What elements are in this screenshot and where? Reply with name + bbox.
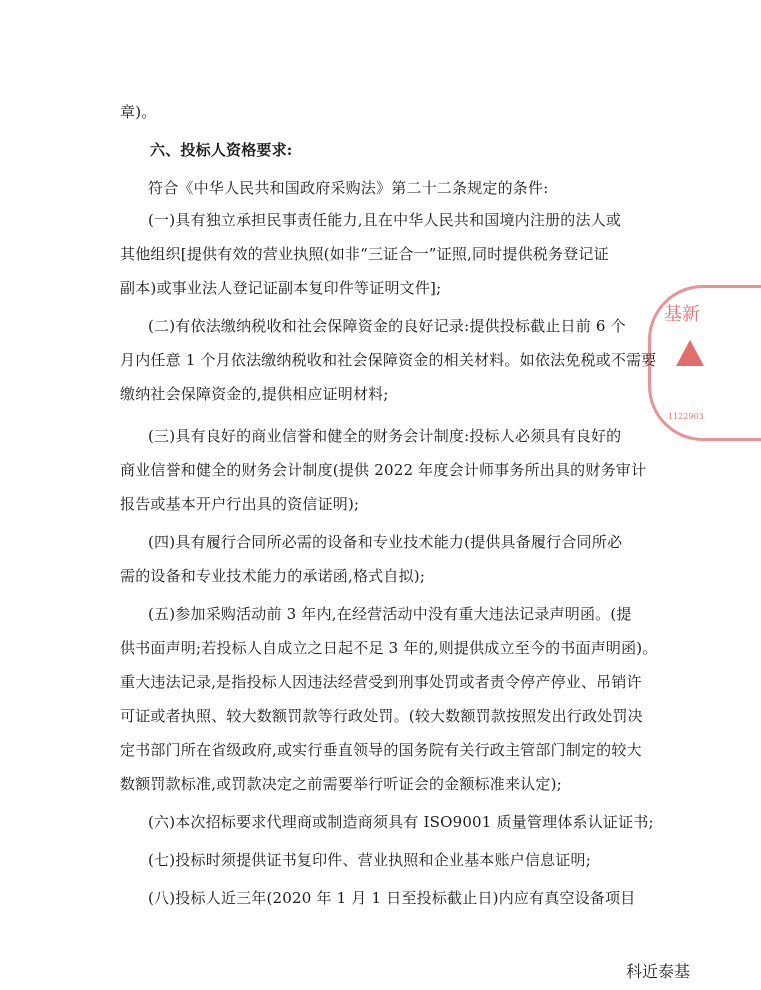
text-line: 副本)或事业法人登记证副本复印件等证明文件]; — [120, 279, 442, 297]
text-line: 报告或基本开户行出具的资信证明); — [120, 495, 360, 513]
text-line: (六)本次招标要求代理商或制造商须具有 ISO9001 质量管理体系认证证书; — [148, 813, 654, 831]
text-line: 缴纳社会保障资金的,提供相应证明材料; — [120, 385, 389, 403]
text-line: (三)具有良好的商业信誉和健全的财务会计制度:投标人必须具有良好的 — [148, 427, 622, 445]
text-line: (八)投标人近三年(2020 年 1 月 1 日至投标截止日)内应有真空设备项目 — [148, 889, 636, 907]
text-line: 月内任意 1 个月依法缴纳税收和社会保障资金的相关材料。如依法免税或不需要 — [120, 351, 657, 369]
section-heading: 六、投标人资格要求: — [150, 141, 293, 159]
text-line: 重大违法记录,是指投标人因违法经营受到刑事处罚或者责令停产停业、吊销许 — [120, 673, 642, 691]
text-line: 供书面声明;若投标人自成立之日起不足 3 年的,则提供成立至今的书面声明函)。 — [120, 639, 658, 657]
text-line: 章)。 — [120, 103, 157, 121]
watermark: 科近泰基 — [625, 962, 690, 981]
seal-digits: 1122903 — [668, 412, 704, 421]
text-line: 符合《中华人民共和国政府采购法》第二十二条规定的条件: — [148, 179, 549, 197]
text-line: (一)具有独立承担民事责任能力,且在中华人民共和国境内注册的法人或 — [148, 211, 622, 229]
text-line: (七)投标时须提供证书复印件、营业执照和企业基本账户信息证明; — [148, 851, 591, 869]
text-line: (二)有依法缴纳税收和社会保障资金的良好记录:提供投标截止日前 6 个 — [148, 317, 626, 335]
seal-star-icon — [676, 340, 704, 366]
text-line: 需的设备和专业技术能力的承诺函,格式自拟); — [120, 567, 426, 585]
seal-text: 基新 — [664, 304, 700, 325]
text-line: 数额罚款标准,或罚款决定之前需要举行听证会的金额标准来认定); — [120, 775, 562, 793]
text-line: (四)具有履行合同所必需的设备和专业技术能力(提供具备履行合同所必 — [148, 533, 623, 551]
text-line: 可证或者执照、较大数额罚款等行政处罚。(较大数额罚款按照发出行政处罚决 — [120, 707, 643, 725]
text-line: (五)参加采购活动前 3 年内,在经营活动中没有重大违法记录声明函。(提 — [148, 605, 632, 623]
text-line: 商业信誉和健全的财务会计制度(提供 2022 年度会计师事务所出具的财务审计 — [120, 461, 647, 479]
text-line: 定书部门所在省级政府,或实行垂直领导的国务院有关行政主管部门制定的较大 — [120, 741, 642, 759]
text-line: 其他组织[提供有效的营业执照(如非“三证合一”证照,同时提供税务登记证 — [120, 245, 609, 263]
